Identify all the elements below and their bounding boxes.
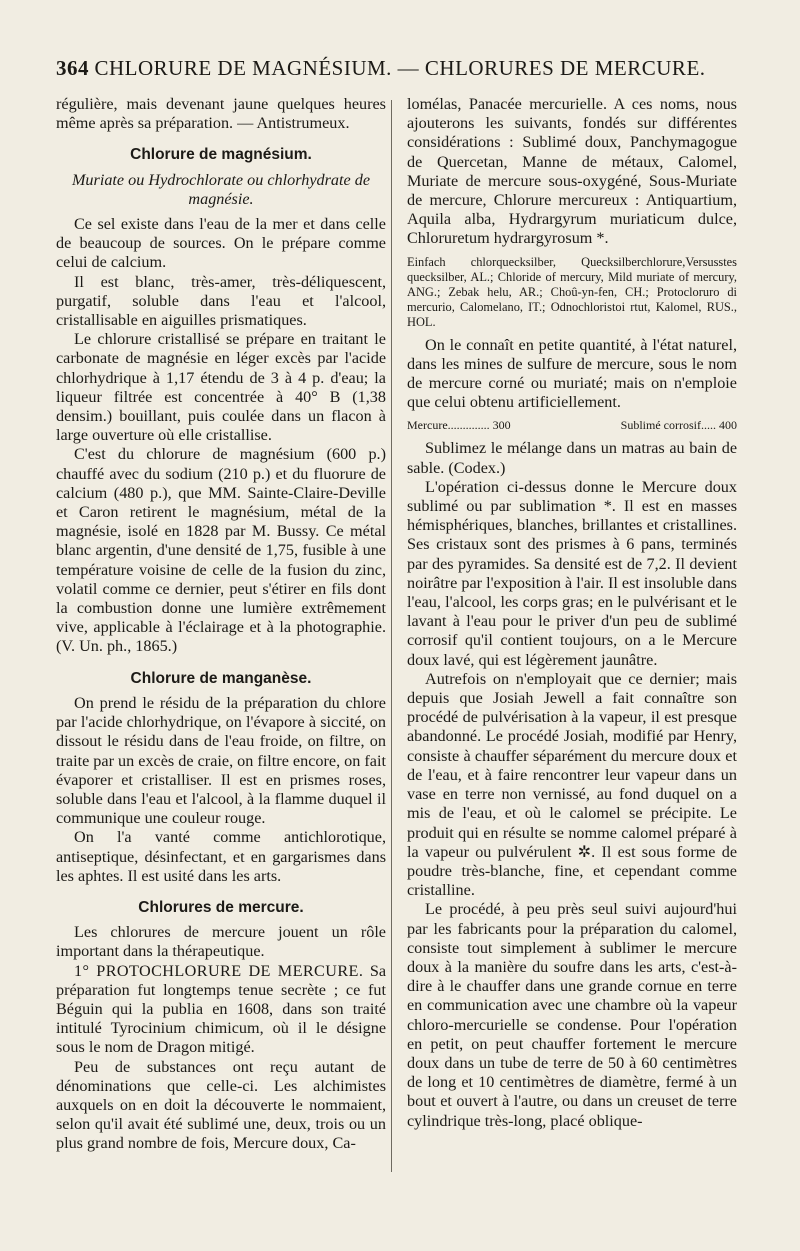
paragraph: Peu de substances ont reçu autant de dénominations que celle-ci. Les alchimistes auxquels on en doit la découverte le nommaient, selon qu'il avait été sublimé une, deux, trois ou un plus grand nombre de fois, Mercure doux, Ca- [56, 1057, 386, 1153]
foreign-synonyms: Einfach chlorquecksilber, Quecksilberchlorure,Versusstes quecksilber, AL.; Chloride of mercury, Mild muriate of mercury, ANG.; Zebak helu, AR.; Choû-yn-fen, CH.; Protocloruro di mercurio, Calomelano, IT.; Odnochloristoi rtut, Kalomel, RUS., HOL. [407, 254, 737, 329]
paragraph: Les chlorures de mercure jouent un rôle important dans la thérapeutique. [56, 923, 386, 961]
paragraph: Il est blanc, très-amer, très-déliquescent, purgatif, soluble dans l'eau et l'alcool, cristallisable en aiguilles prismatiques. [56, 272, 386, 330]
paragraph: Ce sel existe dans l'eau de la mer et dans celle de beaucoup de sources. On le prépare comme celui de calcium. [56, 215, 386, 272]
paragraph-text: Sa préparation fut longtemps tenue secrète ; ce fut Béguin qui la publia en 1608, dans son traité intitulé Tyrocinium chimicum, où il le désigne sous le nom de Dragon mitigé. [56, 961, 387, 1057]
paragraph: Le procédé, à peu près seul suivi aujourd'hui par les fabricants pour la préparation du calomel, consiste tout simplement à sublimer le mercure doux à la manière du soufre dans les arts, c'est-à-dire à le chauffer dans une grande cornue en terre en communication avec une chambre où la vapeur chloro-mercurielle se condense. Pour l'opération en petit, on peut chauffer fortement le mercure doux dans un tube de terre de 50 à 60 centimètres de long et 10 centimètres de diamètre, fermé à un bout et ouvert à l'autre, ou dans un creuset de terre cylindrique très-long, placé oblique- [407, 900, 737, 1130]
paragraph: C'est du chlorure de magnésium (600 p.) chauffé avec du sodium (210 p.) et du fluorure de calcium (480 p.), que MM. Sainte-Claire-Deville et Caron retirent le magnésium, métal de la magnésie, isolé en 1828 par M. Bussy. Ce métal blanc argentin, d'une densité de 1,75, fusible à une température voisine de celle de la fusion du zinc, volatil comme ce dernier, peut s'étirer en fils dont la combustion donne une lumière extrêmement vive, applicable à l'éclairage et à la photographie. (V. Un. ph., 1865.) [56, 445, 386, 656]
formula-item: Mercure.............. 300 [407, 418, 511, 433]
paragraph: On le connaît en petite quantité, à l'état naturel, dans les mines de sulfure de mercure, sous le nom de mercure corné ou muriaté; mais on n'emploie que celui obtenu artificiellement. [407, 335, 737, 412]
running-title: CHLORURE DE MAGNÉSIUM. — CHLORURES DE MERCURE. [94, 56, 706, 80]
right-column [407, 95, 737, 1131]
formula-line [407, 418, 737, 433]
paragraph: Le chlorure cristallisé se prépare en traitant le carbonate de magnésie en léger excès par l'acide chlorhydrique à 1,17 étendu de 3 à 4 p. d'eau; la liqueur filtrée est concentrée à 40° B (1,38 densim.) bouillant, puis coulée dans un flacon à large ouverture où elle cristallise. [56, 330, 386, 445]
column-divider [391, 100, 392, 1172]
paragraph: On prend le résidu de la préparation du chlore par l'acide chlorhydrique, on l'évapore à siccité, on dissout le résidu dans de l'eau froide, on filtre, on traite par un excès de craie, on filtre encore, on fait évaporer et cristalliser. Il est en prismes roses, soluble dans l'eau et l'alcool, à la flamme duquel il communique une couleur rouge. [56, 693, 386, 828]
section-heading-magnesium: Chlorure de magnésium. [130, 146, 312, 164]
subsection-label: 1° PROTOCHLORURE DE MERCURE. [74, 961, 364, 980]
paragraph: L'opération ci-dessus donne le Mercure doux sublimé ou par sublimation *. Il est en masses hémisphériques, blanches, brillantes et cristallines. Ses cristaux sont des prismes à 6 pans, terminés par des pyramides. Sa densité est de 7,2. Il devient noirâtre par l'exposition à l'air. Il est insoluble dans l'eau, l'alcool, les corps gras; en le pulvérisant et le lavant à l'eau pour le priver d'un peu de sublimé corrosif qu'il contient toujours, on a le Mercure doux lavé, qui est légèrement jaunâtre. [407, 477, 737, 669]
paragraph: lomélas, Panacée mercurielle. A ces noms, nous ajouterons les suivants, fondés sur différentes considérations : Sublimé doux, Panchymagogue de Quercetan, Manne de métaux, Calomel, Muriate de mercure sous-oxygéné, Sous-Muriate de mercure, Chlorure mercureux : Antiquartium, Aquila alba, Hydrargyrum muriaticum dulce, Chloruretum hydrargyrosum *. [407, 95, 737, 248]
paragraph: Sublimez le mélange dans un matras au bain de sable. (Codex.) [407, 439, 737, 477]
paragraph: Autrefois on n'employait que ce dernier; mais depuis que Josiah Jewell a fait connaître son procédé de pulvérisation à la vapeur, il est presque abandonné. Le procédé Josiah, modifié par Henry, consiste à chauffer séparément du mercure doux et de l'eau, et à faire rencontrer leur vapeur dans un vase en terre non vernissé, au fond duquel on a mis de l'eau, et où le calomel se précipite. Le produit qui en résulte se nomme calomel préparé à la vapeur ou pulvérulent ✲. Il est sous forme de poudre très-blanche, fine, et cependant comme cristalline. [407, 669, 737, 900]
page-number: 364 [56, 56, 89, 80]
left-column [56, 95, 386, 1154]
section-heading-mercury: Chlorures de mercure. [138, 898, 304, 916]
running-head [56, 56, 744, 86]
section-subtitle: Muriate ou Hydrochlorate ou chlorhydrate de magnésie. [71, 170, 371, 208]
section-heading-manganese: Chlorure de manganèse. [130, 669, 312, 687]
paragraph: régulière, mais devenant jaune quelques heures même après sa préparation. — Antistrumeux. [56, 95, 386, 133]
formula-item: Sublimé corrosif..... 400 [620, 418, 737, 433]
paragraph [56, 962, 386, 1058]
paragraph: On l'a vanté comme antichlorotique, antiseptique, désinfectant, et en gargarismes dans les aphtes. Il est usité dans les arts. [56, 828, 386, 885]
